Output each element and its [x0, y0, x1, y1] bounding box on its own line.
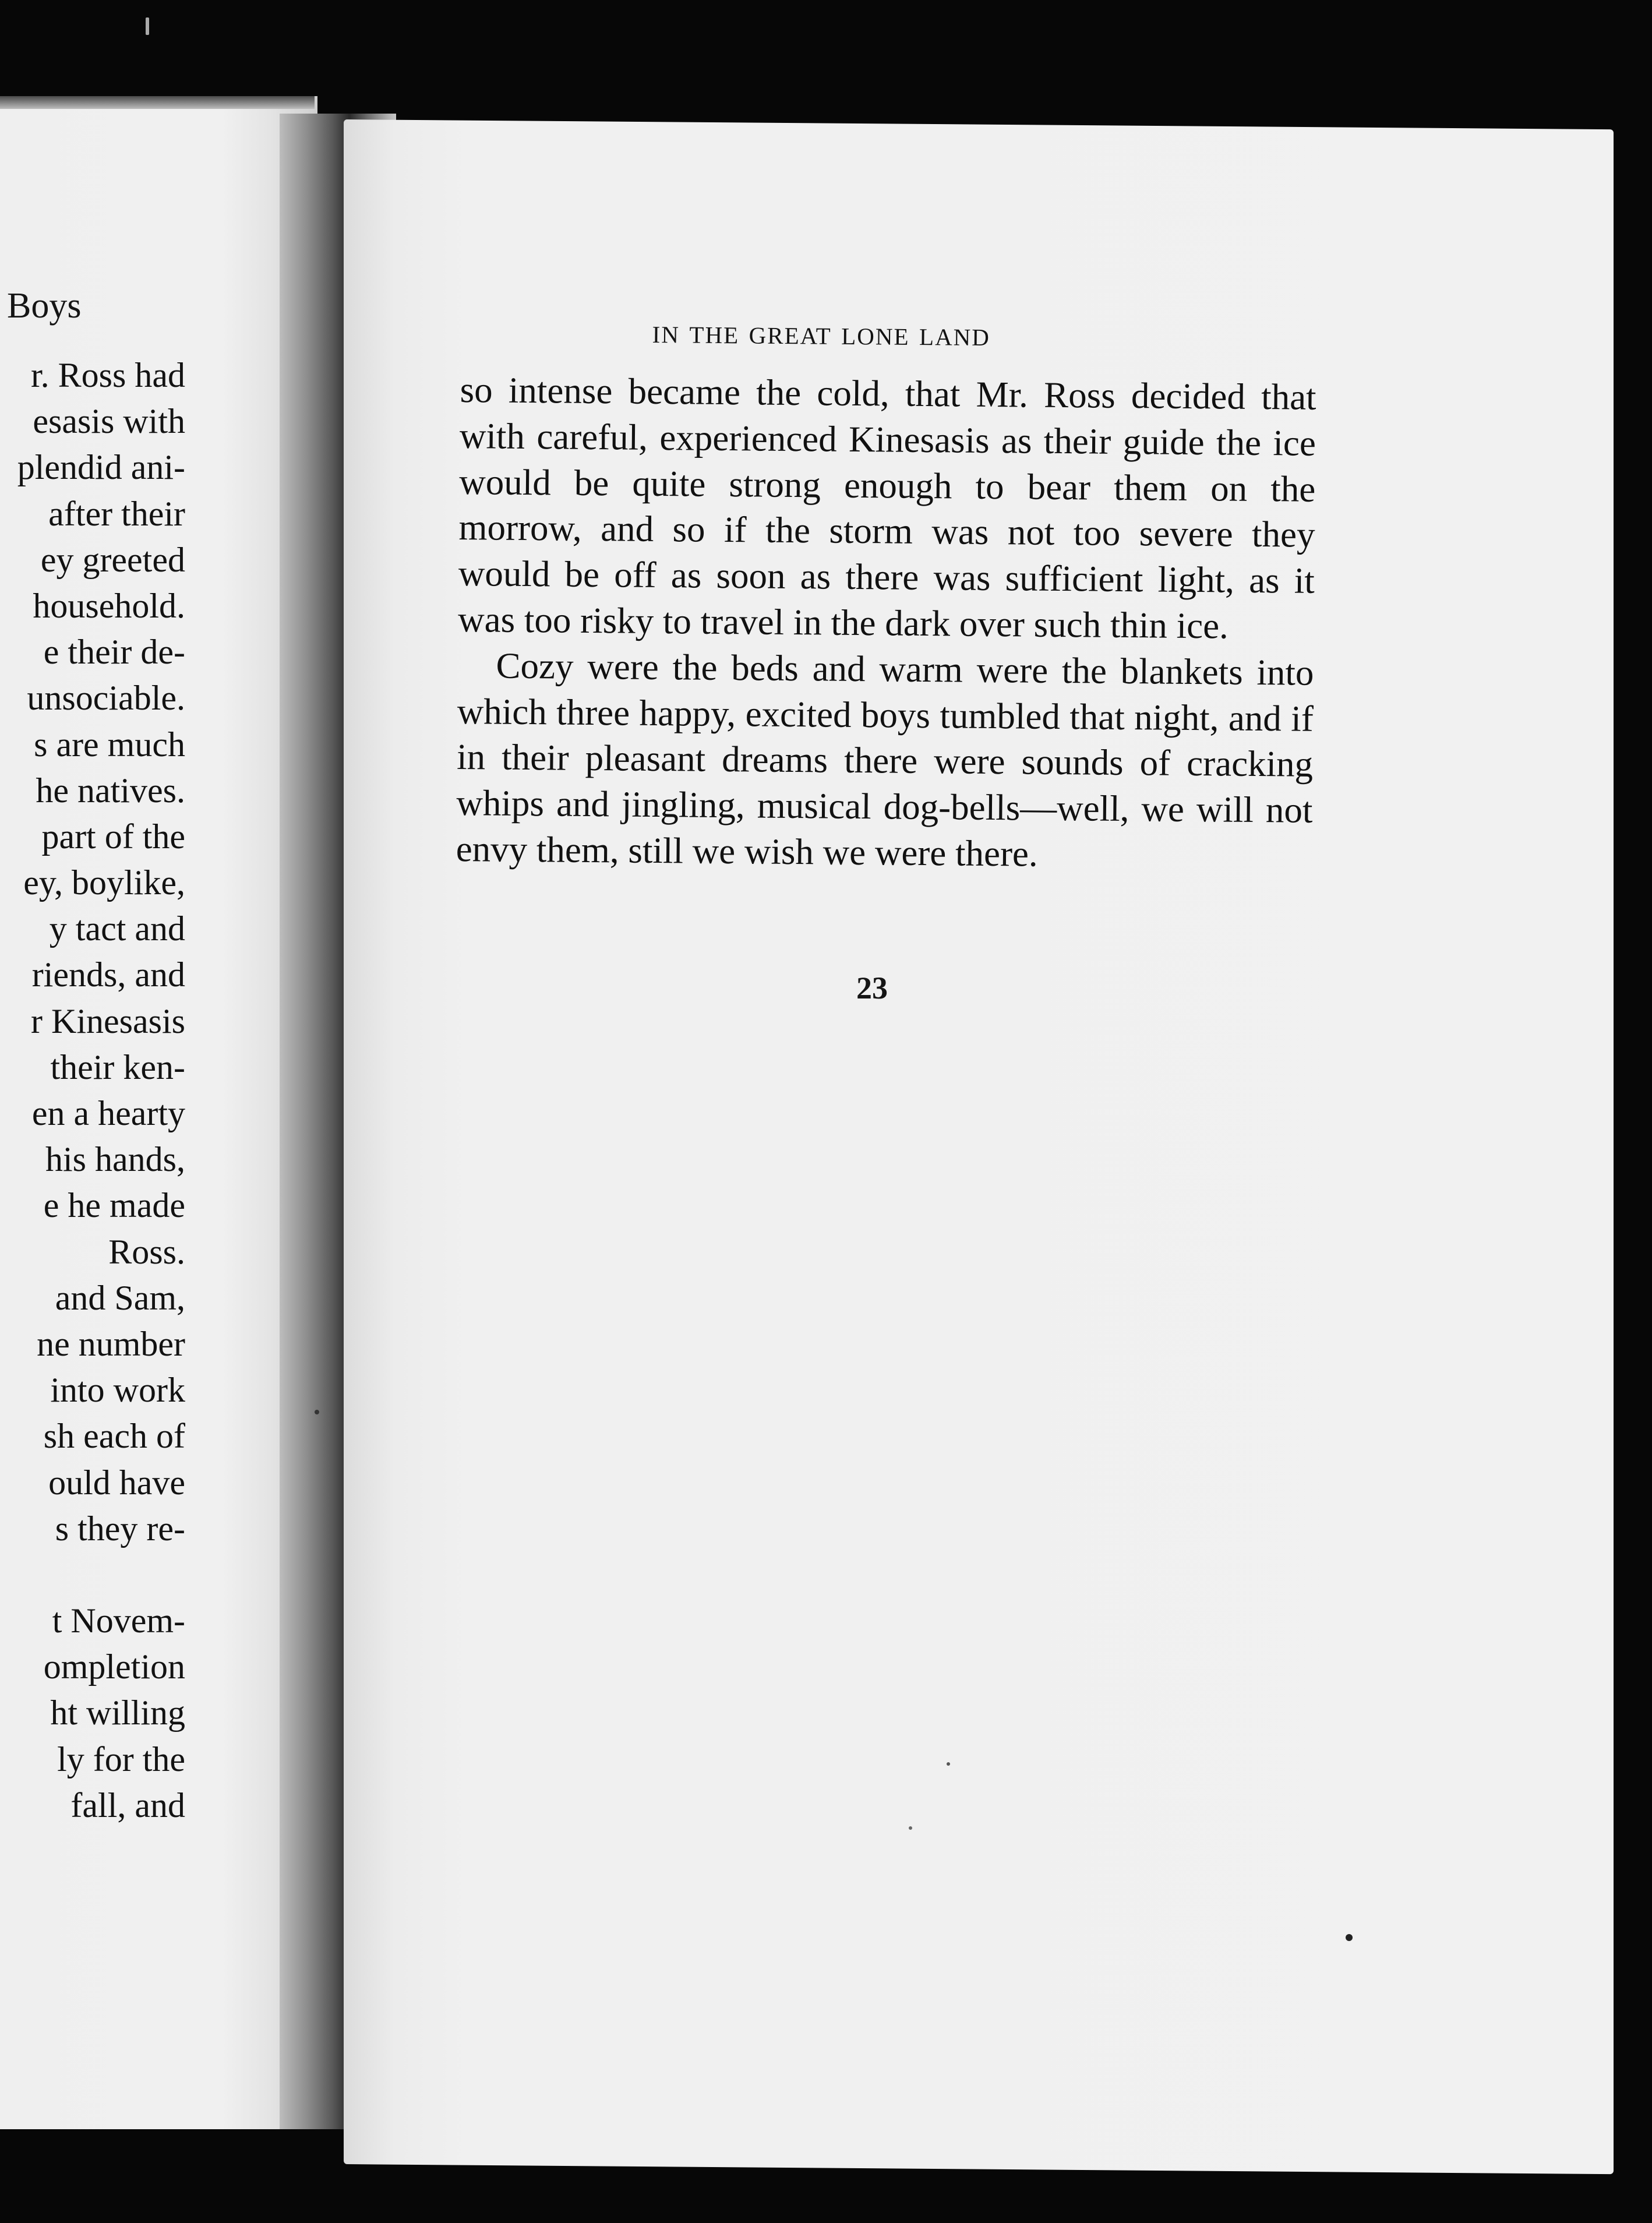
left-page-line: ompletion: [43, 1647, 185, 1686]
left-page-line: r. Ross had: [30, 356, 185, 394]
left-page-line: and Sam,: [55, 1278, 185, 1317]
paragraph-1: so intense became the cold, that Mr. Ross decided that with careful, experienced Kinesasis as their guide the ice would be quite strong enough to bear them on the morrow, and so if the storm was not too severe they would be off as soon as there was sufficient light, as it was too risky to travel in the dark over such thin ice.: [457, 369, 1316, 647]
left-running-head: Boys: [7, 286, 82, 326]
left-page-line: e their de-: [43, 633, 185, 672]
scan-speck: [1346, 1934, 1353, 1941]
left-page-line: e he made: [43, 1186, 185, 1225]
left-page-line: s they re-: [55, 1509, 185, 1548]
left-page-text: [0, 352, 185, 1829]
left-page-line: ly for the: [57, 1739, 185, 1779]
left-page-line: ey greeted: [40, 540, 185, 579]
left-page-line: s are much: [34, 725, 185, 764]
page-number: 23: [856, 971, 888, 1005]
left-page-line: en a hearty: [31, 1094, 185, 1132]
paragraph-2: Cozy were the beds and warm were the blankets into which three happy, excited boys tumbled that night, and if in their pleasant dreams there were sounds of cracking whips and jingling, musical dog-bells—well, we will not envy them, still we wish we were there.: [456, 645, 1314, 874]
left-page-line: ht willing: [50, 1693, 185, 1732]
left-page-line: ne number: [37, 1324, 185, 1363]
left-page-top-edge: [0, 96, 315, 109]
left-page-line: ey, boylike,: [23, 863, 185, 902]
left-page-line: Ross.: [108, 1232, 185, 1271]
left-page-line: ould have: [48, 1463, 185, 1502]
left-page-line: household.: [33, 586, 185, 625]
left-page-line: [0, 1552, 185, 1598]
left-page-line: into work: [50, 1371, 185, 1410]
left-page-line: after their: [48, 494, 185, 533]
left-page-line: fall, and: [70, 1786, 185, 1825]
scan-speck: [315, 1410, 319, 1414]
left-page-line: plendid ani-: [17, 448, 185, 487]
left-page-line: part of the: [41, 817, 185, 856]
scan-speck: [146, 17, 149, 35]
left-page-line: t Novem-: [52, 1601, 185, 1640]
left-page-line: sh each of: [43, 1417, 185, 1456]
left-page-line: esasis with: [33, 402, 185, 441]
left-page-line: y tact and: [49, 909, 185, 948]
scan-speck: [909, 1826, 912, 1830]
left-page-line: r Kinesasis: [31, 1001, 185, 1040]
scan-speck: [947, 1762, 950, 1766]
body-text: [456, 367, 1316, 880]
left-page-line: riends, and: [31, 955, 185, 994]
running-head: in the great lone land: [652, 312, 991, 354]
left-page-line: their ken-: [50, 1047, 185, 1086]
left-page-line: unsociable.: [27, 679, 185, 718]
left-page-line: he natives.: [36, 771, 185, 810]
left-page-line: his hands,: [45, 1140, 185, 1179]
